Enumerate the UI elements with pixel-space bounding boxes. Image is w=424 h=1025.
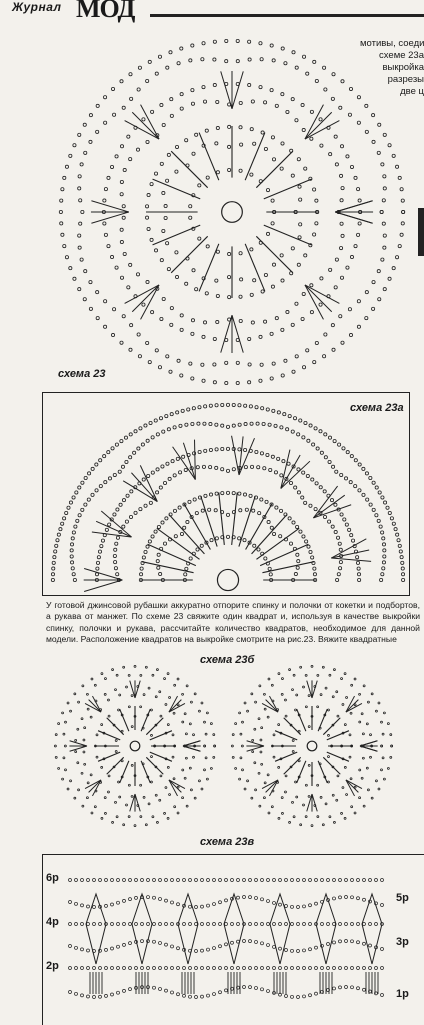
side-note-line: разрезы [387,74,424,85]
row-label-1: 1р [396,988,409,1000]
crochet-diagram-23a [0,388,424,598]
crochet-diagram-23 [0,0,424,390]
scheme-23v-label: схема 23в [200,836,255,848]
row-label-3: 3р [396,936,409,948]
row-label-6: 6р [46,872,59,884]
crochet-diagram-23v [0,854,424,1024]
instructions-text: У готовой джинсовой рубашки аккуратно отпорите спинку и полочки от кокетки и подбортов, а рукава от манжет. По схеме 23 свяжите один квадрат и, используя в качестве выкройки спинку, полочки и рукава, рассчитайте количество квадратов, необходимое для данной модели. Расположение квадратов на выкройке смотрите на рис.23. Вяжите квадратные [46,600,420,644]
magazine-name-small: Журнал [12,0,62,14]
side-note-line: схеме 23а [379,50,424,61]
row-label-4: 4р [46,916,59,928]
magazine-logo: МОД [76,0,135,23]
side-note-line: две ц [400,86,424,97]
side-note-line: мотивы, соеди [360,38,424,49]
scheme-23-label: схема 23 [58,368,106,380]
scheme-23b-label: схема 23б [200,654,255,666]
row-label-5: 5р [396,892,409,904]
crochet-diagram-23b [0,664,424,844]
row-label-2: 2р [46,960,59,972]
side-note-line: выкройка [382,62,424,73]
scheme-23a-label: схема 23а [350,402,404,414]
